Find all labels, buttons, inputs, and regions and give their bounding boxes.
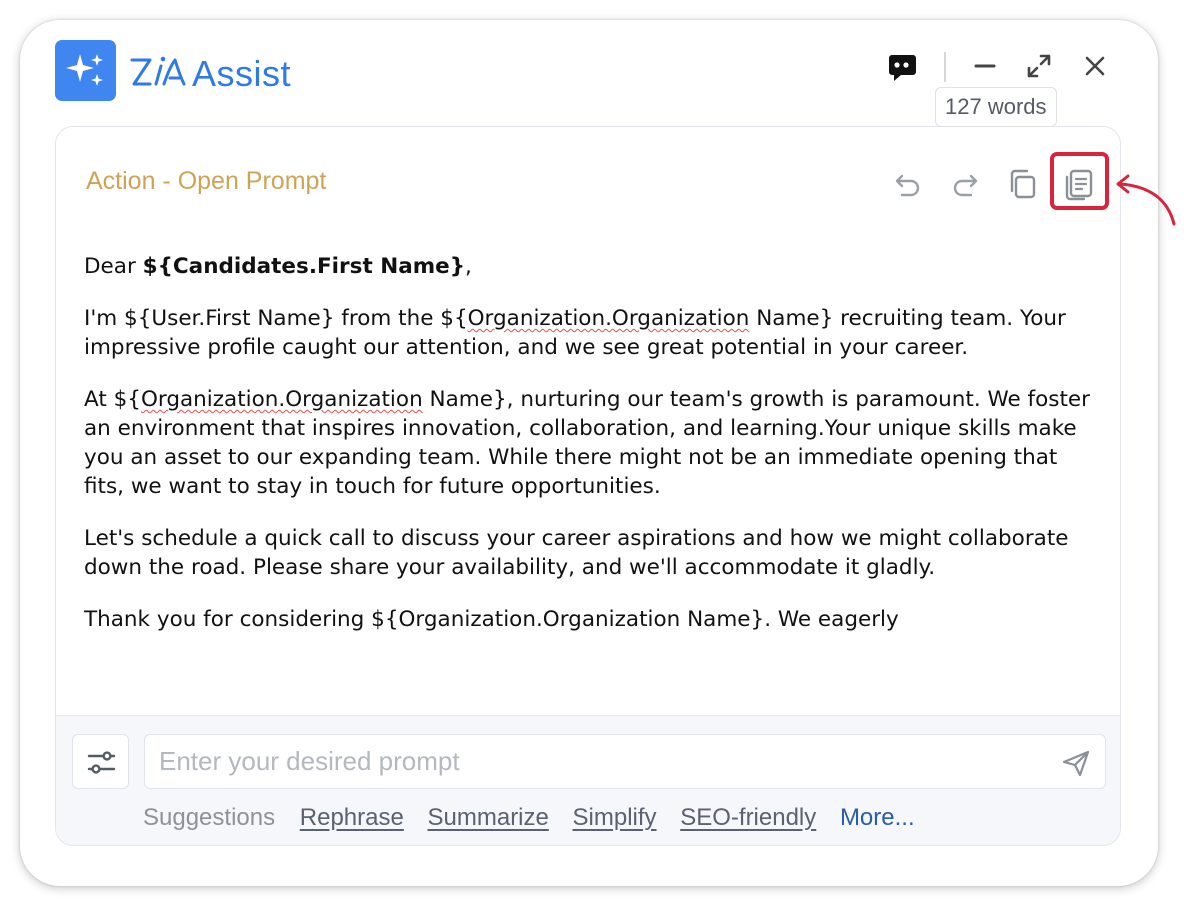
suggestion-rephrase[interactable]: Rephrase — [299, 804, 404, 831]
expand-icon[interactable] — [1025, 52, 1053, 85]
generated-email-content[interactable] — [84, 252, 1099, 692]
suggestions-label: Suggestions — [143, 804, 276, 831]
paragraph-intro — [84, 304, 1099, 362]
p1-text-b: Name} recruiting team. Your impressive profile caught our attention, and we see great potential in your career. — [84, 306, 1066, 360]
send-icon[interactable] — [1061, 749, 1091, 782]
paragraph-closing: Thank you for considering ${Organization.Organization Name}. We eagerly — [84, 607, 899, 632]
suggestion-summarize[interactable]: Summarize — [427, 804, 549, 831]
suggestions-more-link[interactable]: More... — [839, 804, 915, 831]
app-title: Assist — [192, 53, 292, 94]
p1-text-a: I'm ${User.First Name} from the ${ — [84, 306, 468, 331]
greeting-line — [84, 252, 1099, 281]
p2-text-a: At ${ — [84, 387, 141, 412]
action-title: Action - Open Prompt — [86, 167, 327, 195]
p1-spellcheck-word: Organization.Organization — [467, 306, 750, 331]
copy-icon[interactable] — [1006, 167, 1038, 206]
header-divider — [944, 52, 946, 82]
redo-icon[interactable] — [950, 169, 980, 204]
sliders-icon — [73, 735, 130, 790]
candidate-name-placeholder: ${Candidates.First Name} — [142, 254, 465, 279]
prompt-input[interactable] — [159, 735, 1039, 788]
p2-text-b: Name}, nurturing our team's growth is paramount. We foster an environment that inspires innovation, collaboration, and learning.Your unique skills make you an asset to our expanding team. While there might not be an immediate opening that fits, we want to stay in touch for future opportunities. — [84, 387, 1090, 499]
greeting-prefix: Dear — [84, 254, 143, 279]
word-count-tooltip: 127 words — [935, 87, 1057, 127]
annotation-arrow-icon — [1110, 168, 1180, 233]
undo-icon[interactable] — [893, 169, 923, 204]
p2-spellcheck-word: Organization.Organization — [140, 387, 423, 412]
suggestion-simplify[interactable]: Simplify — [572, 804, 657, 831]
feedback-chat-icon[interactable] — [884, 50, 918, 89]
greeting-suffix: , — [465, 254, 472, 279]
paragraph-growth — [84, 385, 1099, 501]
annotation-highlight-box — [1050, 152, 1109, 210]
zia-logo-icon — [128, 50, 188, 95]
sparkle-app-icon — [55, 40, 116, 101]
suggestions-bar — [143, 804, 915, 832]
minimize-icon[interactable] — [973, 54, 997, 83]
close-icon[interactable] — [1083, 54, 1107, 83]
suggestion-seo-friendly[interactable]: SEO-friendly — [680, 804, 817, 831]
prompt-box — [144, 734, 1106, 789]
prompt-settings-button[interactable] — [72, 734, 129, 789]
prompt-footer — [56, 715, 1121, 846]
assist-window — [20, 20, 1158, 886]
paragraph-call: Let's schedule a quick call to discuss your career aspirations and how we might collaborate down the road. Please share your availability, and we'll accommodate it gladly. — [84, 526, 1069, 580]
response-panel — [55, 126, 1121, 846]
